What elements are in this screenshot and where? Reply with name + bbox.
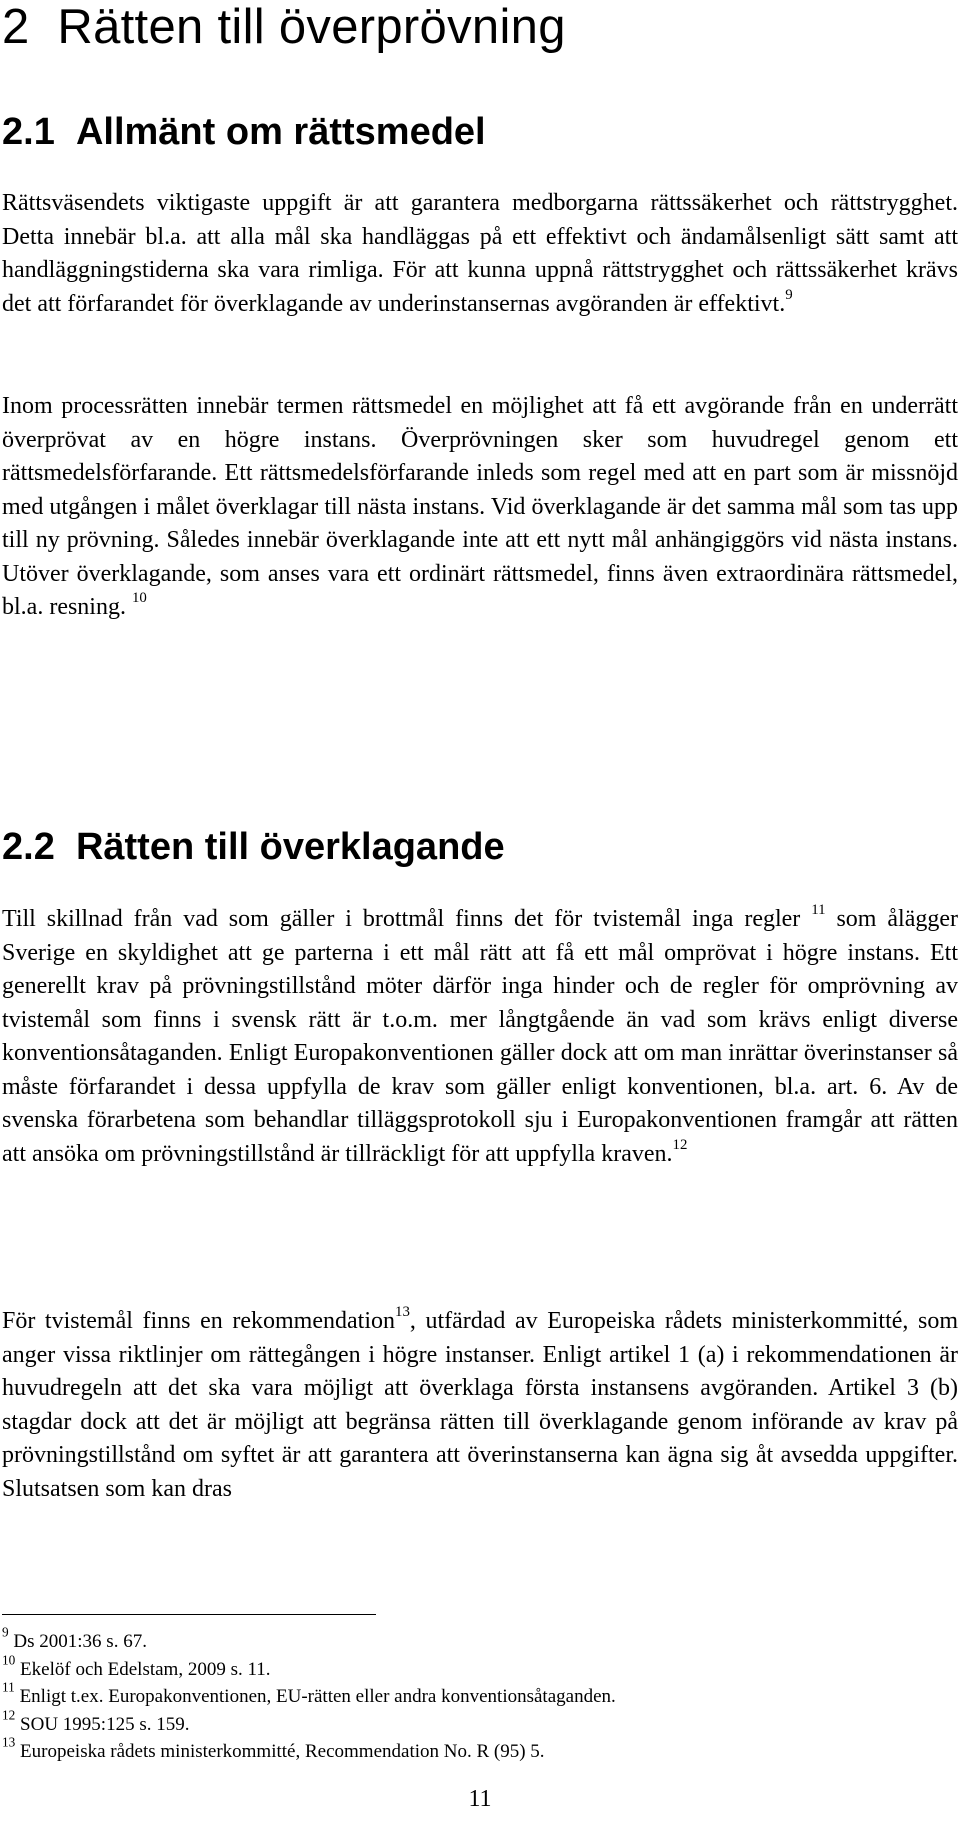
page-number: 11 (468, 1786, 492, 1812)
chapter-heading (2, 0, 566, 56)
footnote-ref-12: 12 (672, 1136, 688, 1153)
chapter-number: 2 (2, 0, 30, 54)
paragraph-2: Inom processrätten innebär termen rättsmedel en möjlighet att få ett avgörande från en underrätt överprövat av en högre instans. Överprövningen sker som huvudregel genom ett rättsmedelsförfarande. Ett rättsmedelsförfarande inleds som regel med att en part som är missnöjd med utgången i målet överklagar till nästa instans. Vid överklagande är det samma mål som tas upp till ny prövning. Således innebär överklagande inte att ett nytt mål anhängiggörs vid nästa instans. Utöver överklagande, som anses vara ett ordinärt rättsmedel, finns även extraordinära rättsmedel, bl.a. resning. $^{10}$ (2, 393, 958, 620)
section-heading-2-2 (2, 825, 505, 869)
footnote: $^9$ Ds 2001:36 s. 67. (2, 1624, 147, 1652)
paragraph-3: Till skillnad från vad som gäller i brottmål finns det för tvistemål inga regler $^{11}$ som ålägger Sverige en skyldighet att ge parterna i ett mål rätt att få ett mål omprövat i högre instans. Ett generellt krav på prövningstillstånd möter därför inga hinder och de regler för omprövning av tvistemål som finns i svensk rätt är t.o.m. mer långtgående än vad som krävs enligt diverse konventionsåtaganden. Enligt Europakonventionen gäller dock att om man inrättar överinstanser så måste förfarandet i dessa uppfylla de krav som gäller enligt konventionen, bl.a. art. 6. Av de svenska förarbetena som behandlar tilläggsprotokoll sju i Europakonventionen framgår att rätten att ansöka om prövningstillstånd är tillräckligt för att uppfylla kraven.$^{12}$ (2, 902, 958, 1167)
footnote: $^{12}$ SOU 1995:125 s. 159. (2, 1706, 190, 1735)
chapter-title: Rätten till överprövning (57, 0, 566, 54)
footnotes (2, 1624, 942, 1766)
paragraph-4: För tvistemål finns en rekommendation$^{13}$, utfärdad av Europeiska rådets ministerkommitté, som anger vissa riktlinjer om rättegången i högre instanser. Enligt artikel 1 (a) i rekommendationen är huvudregeln att det ska vara möjligt att överklaga första instansens avgöranden. Artikel 3 (b) stagdar dock att det är möjligt att begränsa rätten till överklagande genom införande av krav på prövningstillstånd om syftet är att garantera att överinstanserna kan ägna sig åt avsedda uppgifter. Slutsatsen som kan dras (2, 1304, 958, 1502)
section-number: 2.2 (2, 826, 55, 868)
footnote-ref-11: 11 (811, 902, 826, 919)
footnote: $^{13}$ Europeiska rådets ministerkommitté, Recommendation No. R (95) 5. (2, 1734, 545, 1762)
section-number: 2.1 (2, 111, 55, 153)
footnote-ref-10: 10 (131, 590, 147, 607)
paragraph-1: Rättsväsendets viktigaste uppgift är att garantera medborgarna rättssäkerhet och rättstrygghet. Detta innebär bl.a. att alla mål ska handläggas på ett effektivt och ändamålsenligt sätt samt att handläggningstiderna ska vara rimliga. För att kunna uppnå rättstrygghet och rättssäkerhet krävs det att förfarandet för överklagande av underinstansernas avgöranden är effektivt.$^9$ (2, 190, 958, 317)
section-heading-2-1 (2, 110, 486, 154)
section-title: Rätten till överklagande (75, 826, 505, 868)
footnote-ref-13: 13 (395, 1304, 410, 1321)
footnote: $^{10}$ Ekelöf och Edelstam, 2009 s. 11. (2, 1651, 271, 1680)
footnote: $^{11}$ Enligt t.ex. Europakonventionen, EU-rätten eller andra konventionsåtaganden. (2, 1679, 616, 1707)
footnote-separator (2, 1614, 376, 1615)
section-title: Allmänt om rättsmedel (75, 111, 486, 153)
footnote-ref-9: 9 (785, 286, 793, 303)
